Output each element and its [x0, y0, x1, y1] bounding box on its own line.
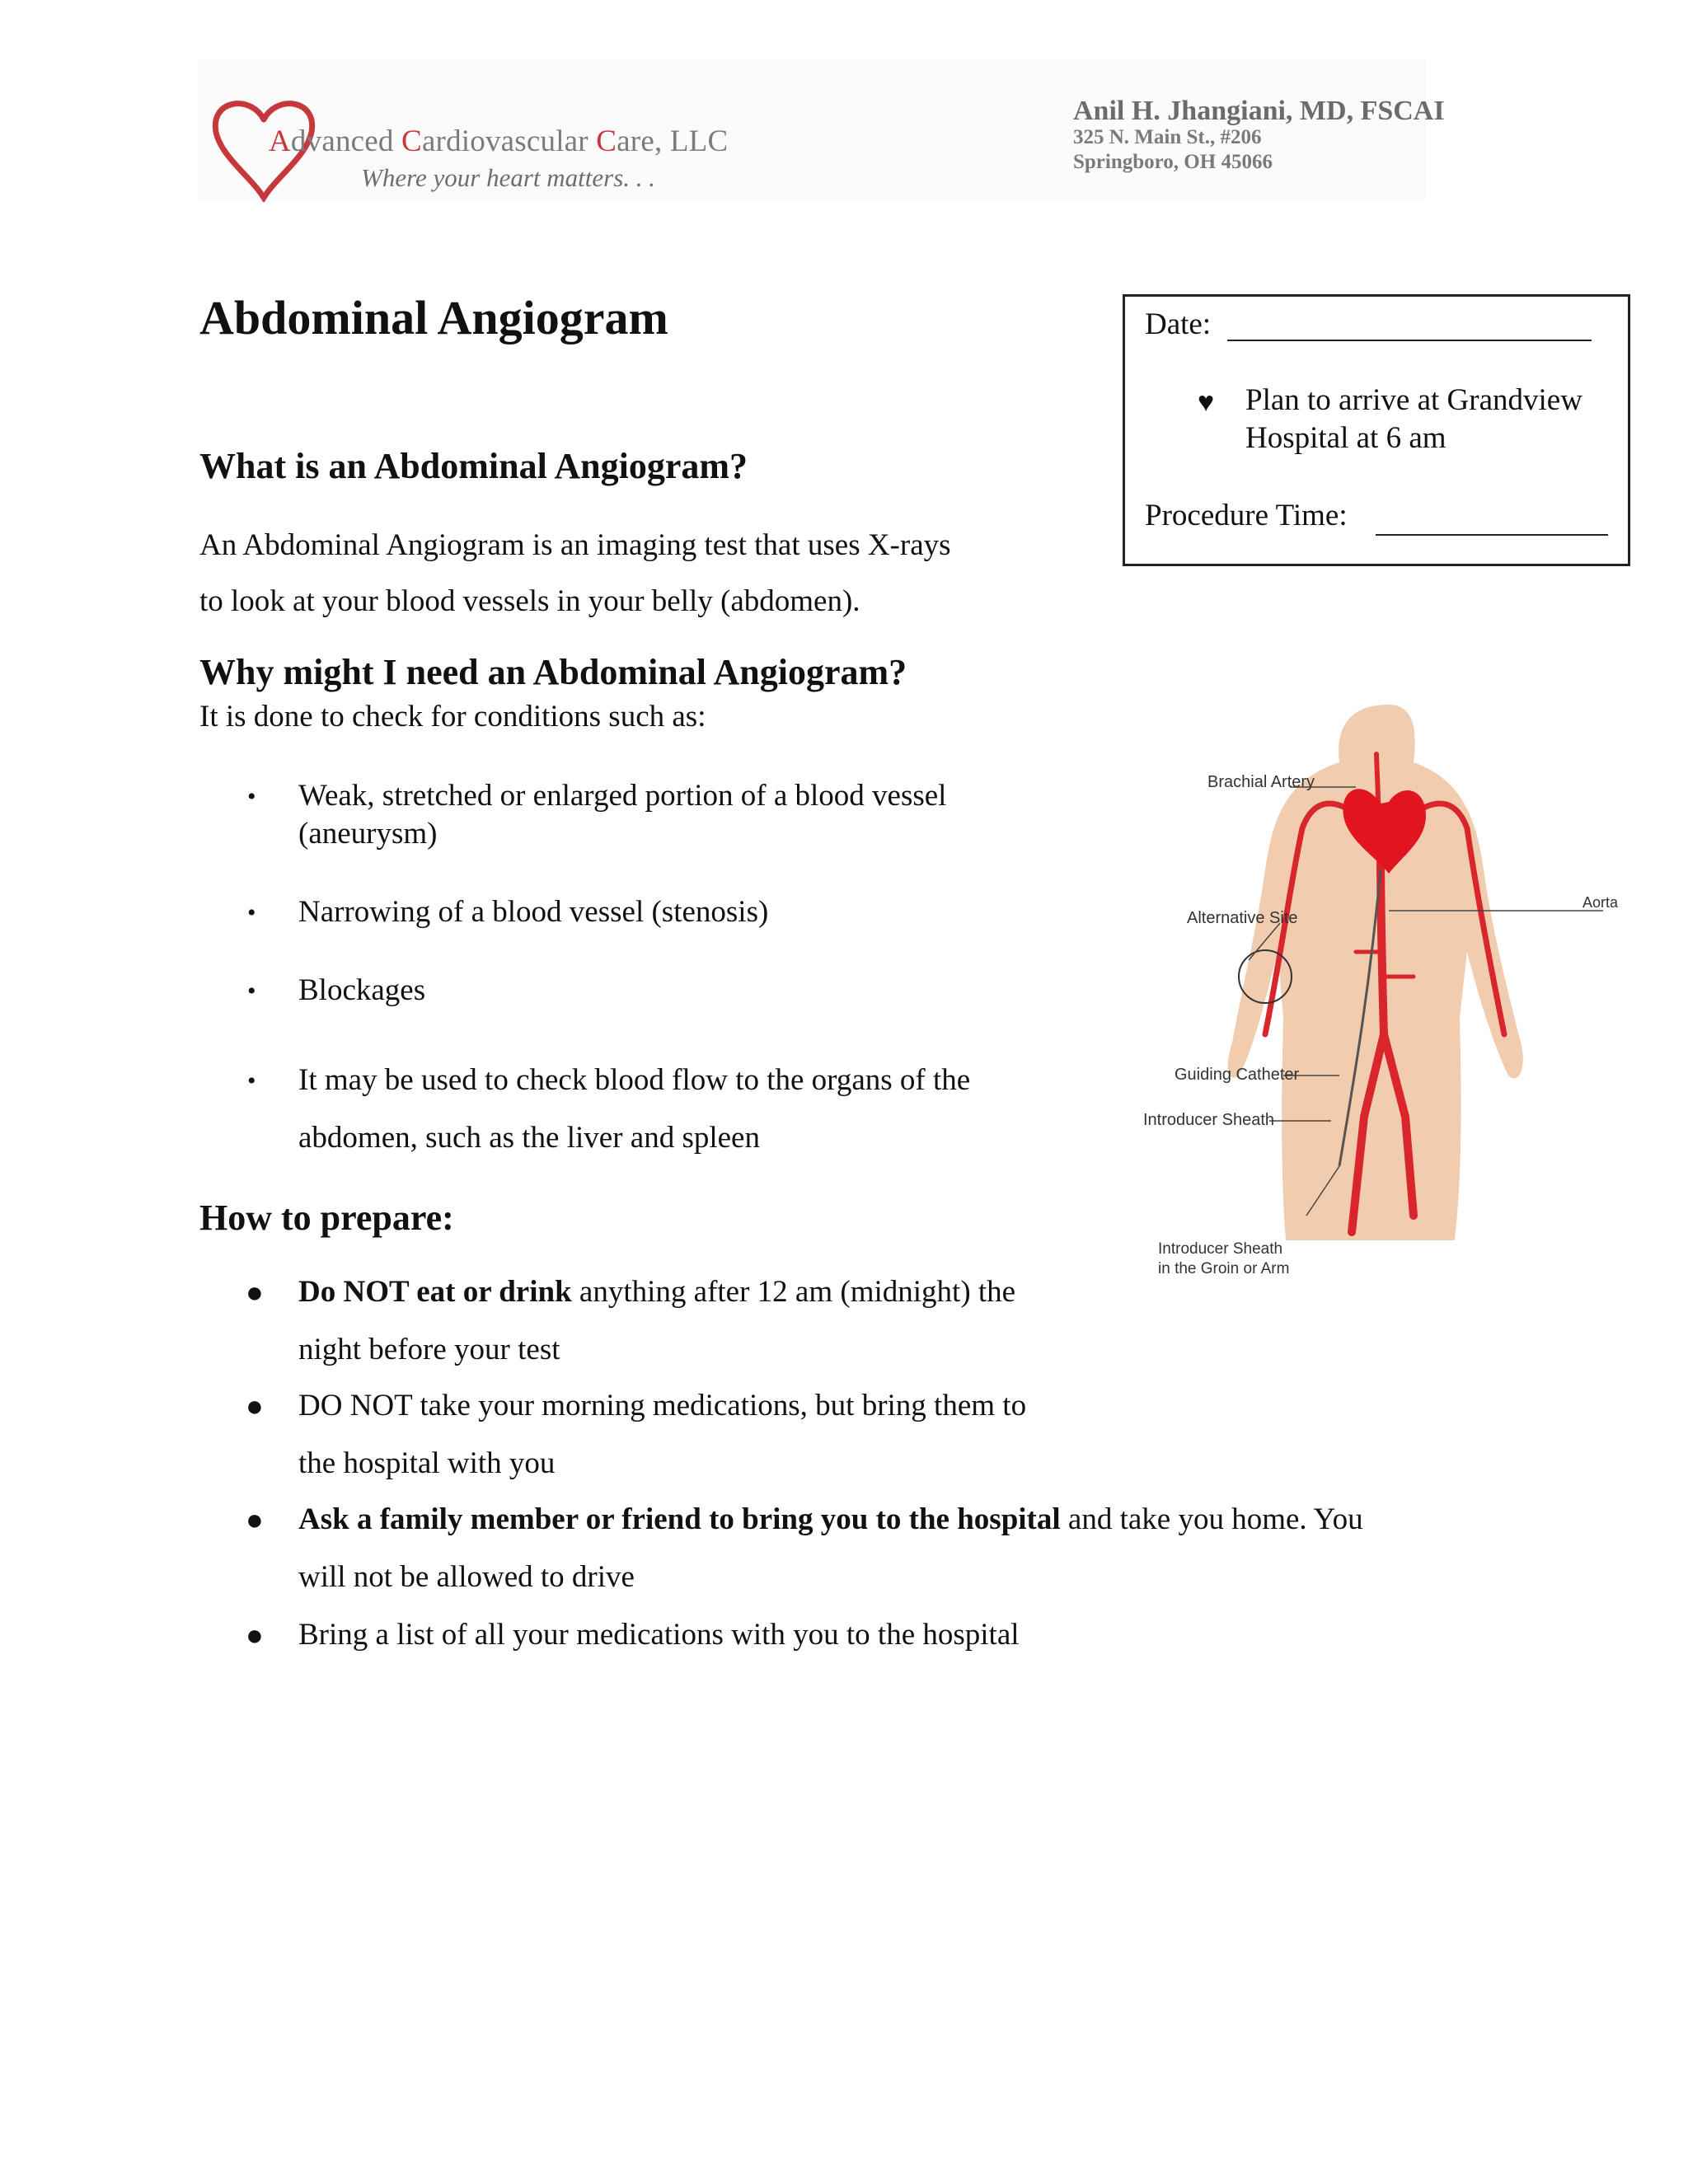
address-line-1: 325 N. Main St., #206 [1073, 126, 1262, 148]
why-item-4-line-2: abdomen, such as the liver and spleen [298, 1121, 760, 1155]
prepare-item-1-line-1: Do NOT eat or drink anything after 12 am (midnight) the [298, 1275, 1016, 1309]
prepare-heading: How to prepare: [199, 1197, 454, 1238]
bullet-icon: • [247, 783, 256, 810]
bullet-icon: • [247, 899, 256, 926]
angiogram-illustration [1142, 705, 1636, 1298]
bullet-icon: • [247, 1067, 256, 1094]
what-text-line-2: to look at your blood vessels in your belly (abdomen). [199, 584, 860, 618]
appointment-box [1123, 294, 1630, 566]
what-text-line-1: An Abdominal Angiogram is an imaging test that uses X-rays [199, 528, 951, 562]
practice-name: Advanced Cardiovascular Care, LLC [269, 124, 729, 158]
bullet-icon: ● [246, 1619, 264, 1652]
prepare-item-2-line-2: the hospital with you [298, 1446, 556, 1480]
date-field[interactable] [1227, 340, 1592, 341]
page-title: Abdominal Angiogram [199, 291, 668, 344]
address-line-2: Springboro, OH 45066 [1073, 151, 1273, 173]
why-item-2: Narrowing of a blood vessel (stenosis) [298, 895, 769, 929]
label-alternative-site: Alternative Site [1187, 909, 1298, 927]
why-item-1-line-1: Weak, stretched or enlarged portion of a blood vessel [298, 779, 947, 813]
label-groin-sheath-2: in the Groin or Arm [1158, 1260, 1290, 1277]
why-item-1-line-2: (aneurysm) [298, 817, 438, 851]
prepare-item-3-line-1: Ask a family member or friend to bring you to the hospital and take you home. You [298, 1502, 1363, 1536]
what-heading: What is an Abdominal Angiogram? [199, 446, 748, 486]
bullet-icon: ● [246, 1390, 264, 1422]
label-brachial-artery: Brachial Artery [1207, 773, 1315, 791]
why-intro: It is done to check for conditions such as: [199, 700, 706, 733]
bullet-icon: ● [246, 1276, 264, 1309]
prepare-item-2-line-1: DO NOT take your morning medications, but bring them to [298, 1389, 1027, 1422]
date-label: Date: [1145, 307, 1212, 341]
label-aorta: Aorta [1582, 894, 1619, 911]
why-heading: Why might I need an Abdominal Angiogram? [199, 652, 907, 692]
label-groin-sheath-1: Introducer Sheath [1158, 1240, 1283, 1258]
practice-tagline: Where your heart matters. . . [361, 163, 656, 192]
heart-bullet-icon: ♥ [1198, 387, 1215, 418]
procedure-time-label: Procedure Time: [1145, 499, 1348, 532]
prepare-item-3-line-2: will not be allowed to drive [298, 1560, 635, 1594]
why-item-4-line-1: It may be used to check blood flow to the organs of the [298, 1063, 971, 1097]
label-introducer-sheath: Introducer Sheath [1143, 1111, 1274, 1129]
procedure-time-field[interactable] [1376, 534, 1608, 536]
why-item-3: Blockages [298, 973, 426, 1007]
arrival-line-2: Hospital at 6 am [1245, 421, 1447, 455]
bullet-icon: • [247, 977, 256, 1005]
arrival-line-1: Plan to arrive at Grandview [1245, 383, 1582, 417]
prepare-item-4: Bring a list of all your medications with you to the hospital [298, 1618, 1020, 1652]
doctor-name: Anil H. Jhangiani, MD, FSCAI [1073, 96, 1445, 126]
prepare-item-1-line-2: night before your test [298, 1333, 560, 1366]
label-guiding-catheter: Guiding Catheter [1175, 1066, 1300, 1084]
bullet-icon: ● [246, 1503, 264, 1536]
